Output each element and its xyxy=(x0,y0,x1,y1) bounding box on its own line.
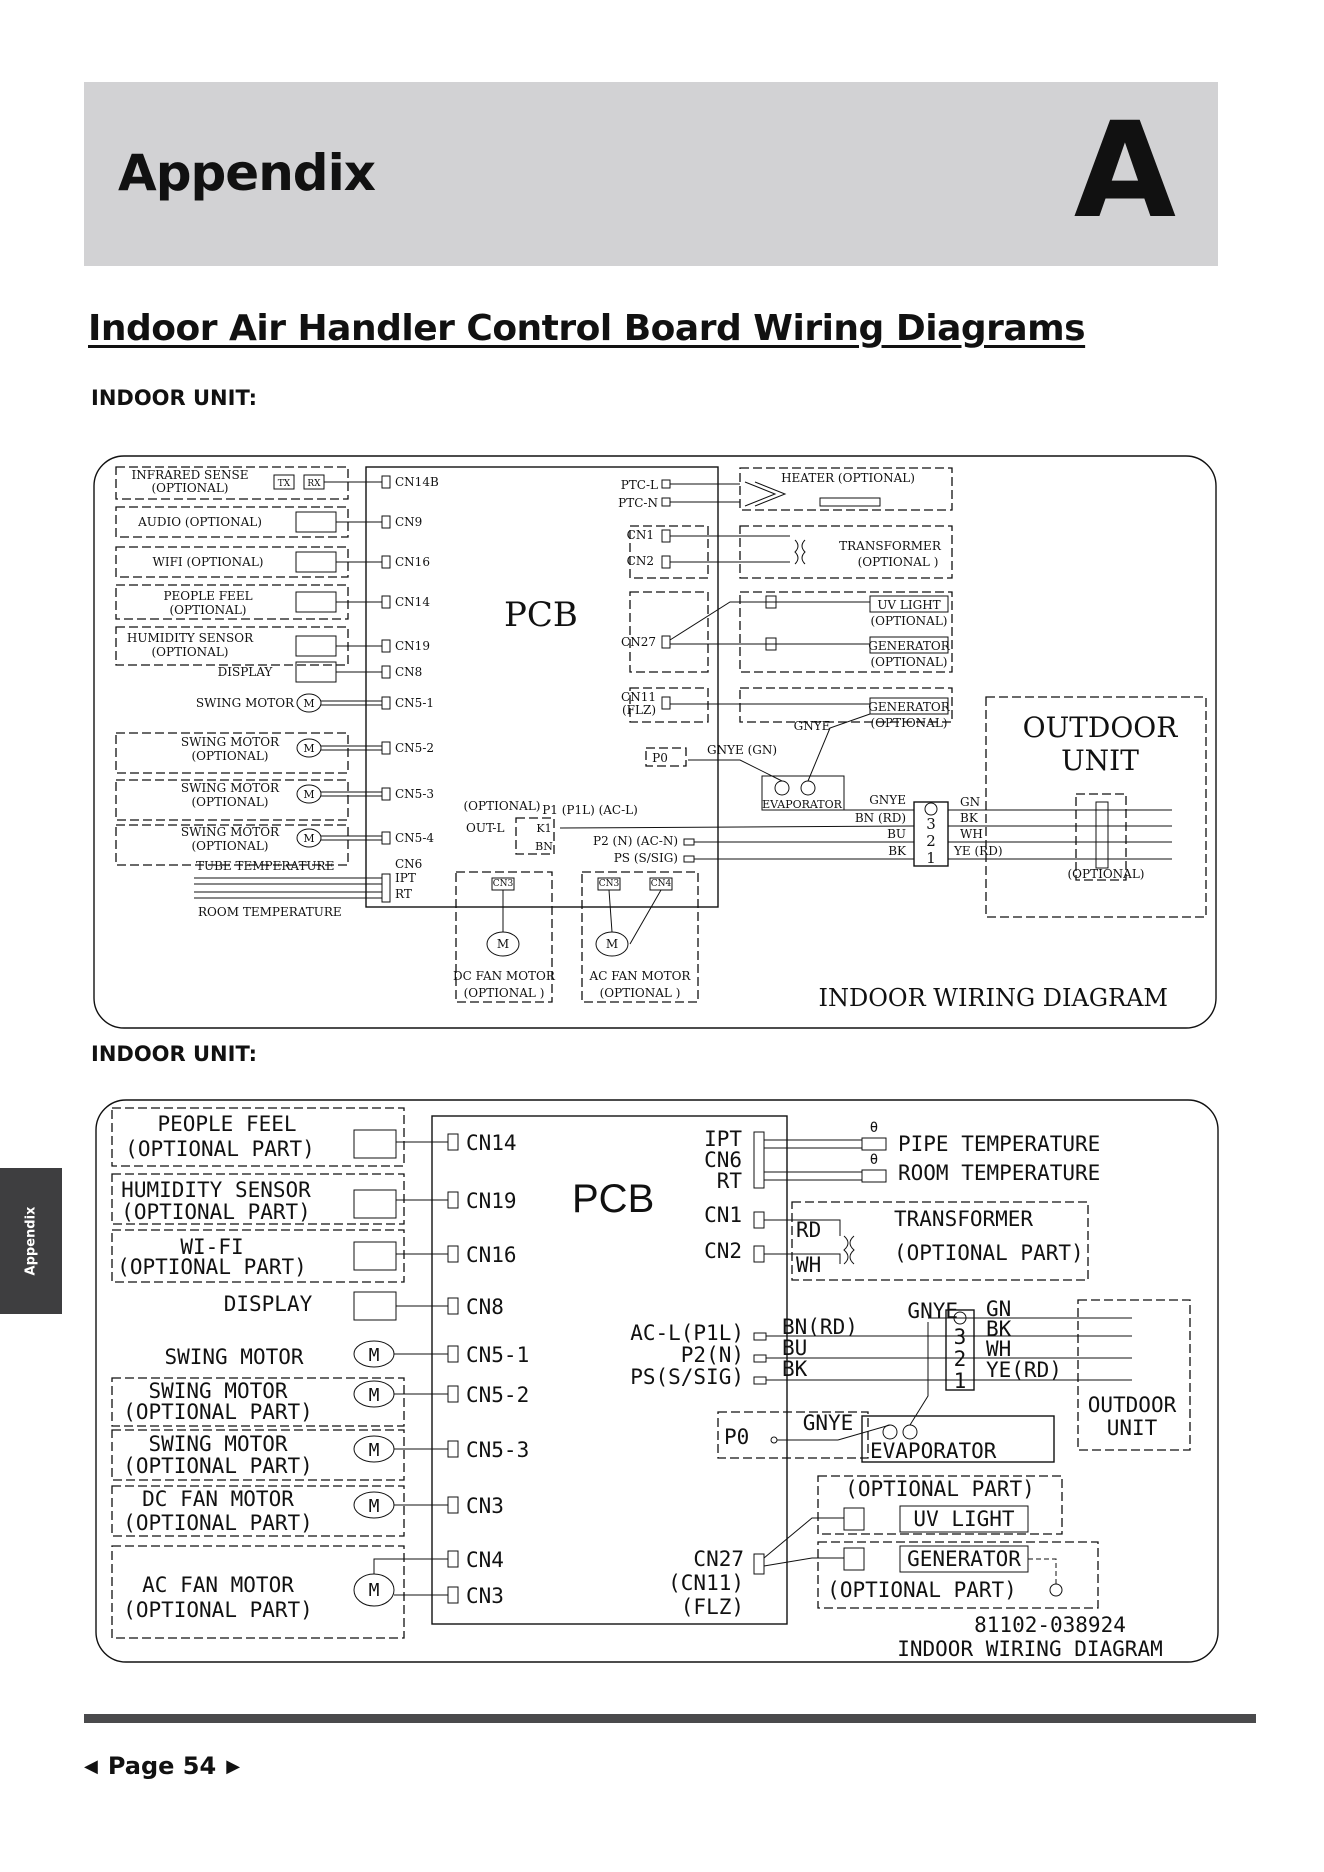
left-connector-icons xyxy=(382,476,390,902)
gnye-gn-label: GNYE (GN) xyxy=(706,743,778,757)
people-feel-label: PEOPLE FEEL xyxy=(163,589,253,603)
footer-rule xyxy=(84,1714,1256,1723)
swing-motor-opt-2b: (OPTIONAL) xyxy=(191,795,269,809)
page-footer xyxy=(84,1752,240,1780)
diagram2-subtitle: INDOOR UNIT: xyxy=(91,1042,258,1066)
m-icon-2a: M xyxy=(368,1345,380,1366)
infrared-sense-optional: (OPTIONAL) xyxy=(151,481,229,495)
m-icon-2c: M xyxy=(368,1440,380,1461)
m-icon-2: M xyxy=(303,742,315,755)
swing-motor-opt-2: SWING MOTOR xyxy=(180,781,280,795)
terminal-1: 1 xyxy=(926,849,936,867)
wifi-2-opt: (OPTIONAL PART) xyxy=(117,1255,307,1279)
wire-bu-2: BU xyxy=(782,1336,808,1360)
banner-letter: A xyxy=(1073,94,1176,248)
cn4-ac-2: CN4 xyxy=(466,1548,504,1572)
p2-label: P2 (N) (AC-N) xyxy=(593,834,678,848)
m-icon-3: M xyxy=(303,788,315,801)
next-page-icon[interactable]: ▶ xyxy=(226,1755,241,1777)
generator-2: GENERATOR xyxy=(907,1547,1021,1571)
wire-bn-label: BN (RD) xyxy=(854,811,906,825)
wire-bn-2: BN(RD) xyxy=(782,1315,858,1339)
outdoor-unit-label-2: UNIT xyxy=(1061,744,1139,777)
ps-label: PS (S/SIG) xyxy=(613,851,678,865)
temp-sensor-wires xyxy=(764,1138,886,1182)
display-2: DISPLAY xyxy=(223,1292,313,1316)
wire-bu-label: BU xyxy=(887,827,906,841)
swing-motor-icons xyxy=(297,694,321,847)
theta-2: θ xyxy=(869,1152,879,1168)
terminal-2-3: 3 xyxy=(953,1325,967,1349)
rx-label: RX xyxy=(307,479,321,489)
diagram2-caption: INDOOR WIRING DIAGRAM xyxy=(897,1637,1163,1661)
cn6-label: CN6 xyxy=(395,857,423,871)
infrared-sense-label: INFRARED SENSE xyxy=(131,468,249,482)
wire-ye-2r: YE(RD) xyxy=(986,1358,1062,1382)
room-temp-2: ROOM TEMPERATURE xyxy=(898,1161,1101,1185)
evaporator-label: EVAPORATOR xyxy=(762,798,842,811)
cn5-4-label: CN5-4 xyxy=(395,831,435,845)
ipt-label: IPT xyxy=(395,871,416,885)
p1-label: P1 (P1L) (AC-L) xyxy=(542,803,638,817)
cn5-2-label: CN5-2 xyxy=(395,741,435,755)
swing-motor-2: SWING MOTOR xyxy=(164,1345,304,1369)
audio-label: AUDIO (OPTIONAL) xyxy=(138,515,262,529)
swing-motor-2-opt-a2: (OPTIONAL PART) xyxy=(123,1400,313,1424)
left-wires-2 xyxy=(374,1142,448,1595)
cn19-label: CN19 xyxy=(395,639,430,653)
cn14-2: CN14 xyxy=(466,1131,517,1155)
side-tab-label: Appendix xyxy=(23,1206,39,1276)
opt-part-gen: (OPTIONAL PART) xyxy=(827,1578,1017,1602)
cn1-2: CN1 xyxy=(704,1203,742,1227)
ipt-2: IPT xyxy=(704,1127,742,1151)
swing-motor-2-opt-b: SWING MOTOR xyxy=(148,1432,288,1456)
opt-part-uv: (OPTIONAL PART) xyxy=(845,1477,1035,1501)
outdoor-unit-2: UNIT xyxy=(1106,1416,1158,1440)
ptc-l-label: PTC-L xyxy=(620,478,658,492)
left-connectors-2 xyxy=(448,1134,458,1603)
indoor-wiring-diagram-2 xyxy=(92,1096,1222,1666)
cn11-label: CN11 xyxy=(621,690,656,704)
cn4-ac-label: CN4 xyxy=(650,879,672,889)
rt-label: RT xyxy=(395,887,412,901)
generator-label: GENERATOR xyxy=(868,639,950,653)
pcb2-label: PCB xyxy=(572,1177,655,1221)
gnye-2: GNYE xyxy=(802,1411,854,1435)
cn2-2: CN2 xyxy=(704,1239,742,1263)
wifi-2: WI-FI xyxy=(180,1235,244,1259)
dc-fan-label: DC FAN MOTOR xyxy=(453,969,555,983)
wh-label-2: WH xyxy=(796,1253,822,1277)
ptc-n-label: PTC-N xyxy=(618,496,658,510)
cn8-2: CN8 xyxy=(466,1295,504,1319)
m-icon-2d: M xyxy=(368,1496,380,1517)
wire-gn-right: GN xyxy=(960,795,981,809)
uv-light-optional: (OPTIONAL) xyxy=(870,614,948,628)
cn3-dc-label: CN3 xyxy=(492,879,514,889)
swing-motor-opt-1: SWING MOTOR xyxy=(180,735,280,749)
terminal-2-1: 1 xyxy=(953,1369,967,1393)
ac-fan-2: AC FAN MOTOR xyxy=(142,1573,294,1597)
m-icon-4: M xyxy=(303,832,315,845)
cn1-label: CN1 xyxy=(626,528,654,542)
cn3-dc-2: CN3 xyxy=(466,1494,504,1518)
swing-motor-2-opt-a: SWING MOTOR xyxy=(148,1379,288,1403)
wire-bk-label: BK xyxy=(888,844,906,858)
indoor-wiring-diagram-1 xyxy=(90,452,1220,1032)
cn16-2: CN16 xyxy=(466,1243,517,1267)
cn5-3-label: CN5-3 xyxy=(395,787,435,801)
flz-2: (FLZ) xyxy=(680,1595,744,1619)
generator2-optional: (OPTIONAL) xyxy=(870,716,948,730)
terminal-3: 3 xyxy=(926,815,936,833)
swing-motor-label: SWING MOTOR xyxy=(195,696,295,710)
terminal-2: 2 xyxy=(926,832,936,850)
diagram1-caption: INDOOR WIRING DIAGRAM xyxy=(818,984,1168,1012)
p0-2: P0 xyxy=(724,1425,750,1449)
transformer-optional: (OPTIONAL ) xyxy=(857,555,939,569)
rt-2: RT xyxy=(716,1169,742,1193)
cn27-label: CN27 xyxy=(621,635,656,649)
optional-label: (OPTIONAL) xyxy=(463,799,541,813)
tube-temp-label: TUBE TEMPERATURE xyxy=(196,859,335,873)
wire-gn-2r: GN xyxy=(986,1297,1012,1321)
ps-2: PS(S/SIG) xyxy=(630,1365,744,1389)
cn11-2: (CN11) xyxy=(668,1571,744,1595)
cn3-ac-label: CN3 xyxy=(598,879,620,889)
dc-fan-2: DC FAN MOTOR xyxy=(142,1487,294,1511)
cn5-2-2: CN5-2 xyxy=(466,1383,530,1407)
appendix-side-tab xyxy=(0,1168,62,1314)
swing-motor-opt-1b: (OPTIONAL) xyxy=(191,749,269,763)
cn2-label: CN2 xyxy=(626,554,654,568)
out-l-label: OUT-L xyxy=(466,821,505,835)
m-icon-2e: M xyxy=(368,1580,380,1601)
pcb-label: PCB xyxy=(504,595,578,635)
cn5-1-2: CN5-1 xyxy=(466,1343,530,1367)
cn8-label: CN8 xyxy=(395,665,423,679)
wire-bk-right: BK xyxy=(960,811,978,825)
ac-l-2: AC-L(P1L) xyxy=(630,1321,744,1345)
prev-page-icon[interactable]: ◀ xyxy=(84,1755,98,1777)
people-feel-optional: (OPTIONAL) xyxy=(169,603,247,617)
generator-optional: (OPTIONAL) xyxy=(870,655,948,669)
uv-light-label: UV LIGHT xyxy=(877,598,941,612)
cn3-ac-2: CN3 xyxy=(466,1584,504,1608)
theta-1: θ xyxy=(869,1120,879,1136)
outdoor-unit-label: OUTDOOR xyxy=(1022,711,1178,744)
tx-label: TX xyxy=(277,479,291,489)
generator2-label: GENERATOR xyxy=(868,700,950,714)
banner-title: Appendix xyxy=(118,144,375,202)
m-icon-2b: M xyxy=(368,1385,380,1406)
p2-2: P2(N) xyxy=(680,1343,744,1367)
people-feel-2: PEOPLE FEEL xyxy=(157,1112,297,1136)
wire-wh-right: WH xyxy=(960,827,983,841)
wire-wh-2r: WH xyxy=(986,1337,1012,1361)
wire-ye-right: YE (RD) xyxy=(954,844,1003,858)
terminal-2-2: 2 xyxy=(953,1347,967,1371)
transformer-label: TRANSFORMER xyxy=(839,539,941,553)
wire-gnye-2: GNYE xyxy=(907,1299,958,1323)
bn-label: BN xyxy=(535,840,553,853)
heater-label: HEATER (OPTIONAL) xyxy=(781,471,915,485)
cn9-label: CN9 xyxy=(395,515,423,529)
wifi-label: WIFI (OPTIONAL) xyxy=(152,555,264,569)
outdoor-optional-label: (OPTIONAL) xyxy=(1067,867,1145,881)
people-feel-2-opt: (OPTIONAL PART) xyxy=(125,1137,315,1161)
display-label: DISPLAY xyxy=(217,665,273,679)
humidity-sensor-2: HUMIDITY SENSOR xyxy=(121,1178,311,1202)
pipe-temp-2: PIPE TEMPERATURE xyxy=(898,1132,1101,1156)
transformer-2: TRANSFORMER xyxy=(894,1207,1034,1231)
swing-motor-opt-3: SWING MOTOR xyxy=(180,825,280,839)
right-option-boxes xyxy=(630,468,1206,917)
cn14b-label: CN14B xyxy=(395,475,439,489)
cn27-2: CN27 xyxy=(693,1547,744,1571)
ac-fan-label: AC FAN MOTOR xyxy=(589,969,691,983)
ac-m-icon: M xyxy=(605,937,619,951)
k1-label: K1 xyxy=(536,822,552,835)
swing-motor-2-opt-b2: (OPTIONAL PART) xyxy=(123,1454,313,1478)
rd-label-2: RD xyxy=(796,1218,822,1242)
cn14-label: CN14 xyxy=(395,595,430,609)
appendix-banner xyxy=(84,82,1218,266)
cn19-2: CN19 xyxy=(466,1189,517,1213)
m-icon-1: M xyxy=(303,697,315,710)
wire-bk-2r: BK xyxy=(986,1317,1012,1341)
ac-fan-optional: (OPTIONAL ) xyxy=(599,986,681,1000)
transformer-opt-2: (OPTIONAL PART) xyxy=(894,1241,1084,1265)
evaporator-2: EVAPORATOR xyxy=(870,1439,997,1463)
cn5-1-label: CN5-1 xyxy=(395,696,435,710)
outdoor-2: OUTDOOR xyxy=(1087,1393,1177,1417)
section-title: Indoor Air Handler Control Board Wiring Diagrams xyxy=(88,308,1086,349)
dc-fan-optional: (OPTIONAL ) xyxy=(463,986,545,1000)
cn5-3-2: CN5-3 xyxy=(466,1438,530,1462)
left-component-boxes-2 xyxy=(354,1130,396,1606)
wire-gnye-label: GNYE xyxy=(869,793,906,807)
part-number-2: 81102-038924 xyxy=(974,1613,1126,1637)
gnye-label-1: GNYE xyxy=(793,719,831,733)
humidity-sensor-2-opt: (OPTIONAL PART) xyxy=(121,1200,311,1224)
room-temp-label: ROOM TEMPERATURE xyxy=(198,905,342,919)
flz-label: (FLZ) xyxy=(622,703,656,717)
diagram1-subtitle: INDOOR UNIT: xyxy=(91,386,258,410)
wire-bk-2: BK xyxy=(782,1357,808,1381)
dc-fan-2-opt: (OPTIONAL PART) xyxy=(123,1511,313,1535)
cn6-2: CN6 xyxy=(704,1148,742,1172)
ac-fan-2-opt: (OPTIONAL PART) xyxy=(123,1598,313,1622)
dc-m-icon: M xyxy=(496,937,510,951)
humidity-sensor-optional: (OPTIONAL) xyxy=(151,645,229,659)
page-number: Page 54 xyxy=(107,1752,217,1780)
swing-motor-opt-3b: (OPTIONAL) xyxy=(191,839,269,853)
p0-label: P0 xyxy=(652,751,668,765)
humidity-sensor-label: HUMIDITY SENSOR xyxy=(126,631,254,645)
cn16-label: CN16 xyxy=(395,555,430,569)
uv-light-2: UV LIGHT xyxy=(913,1507,1015,1531)
